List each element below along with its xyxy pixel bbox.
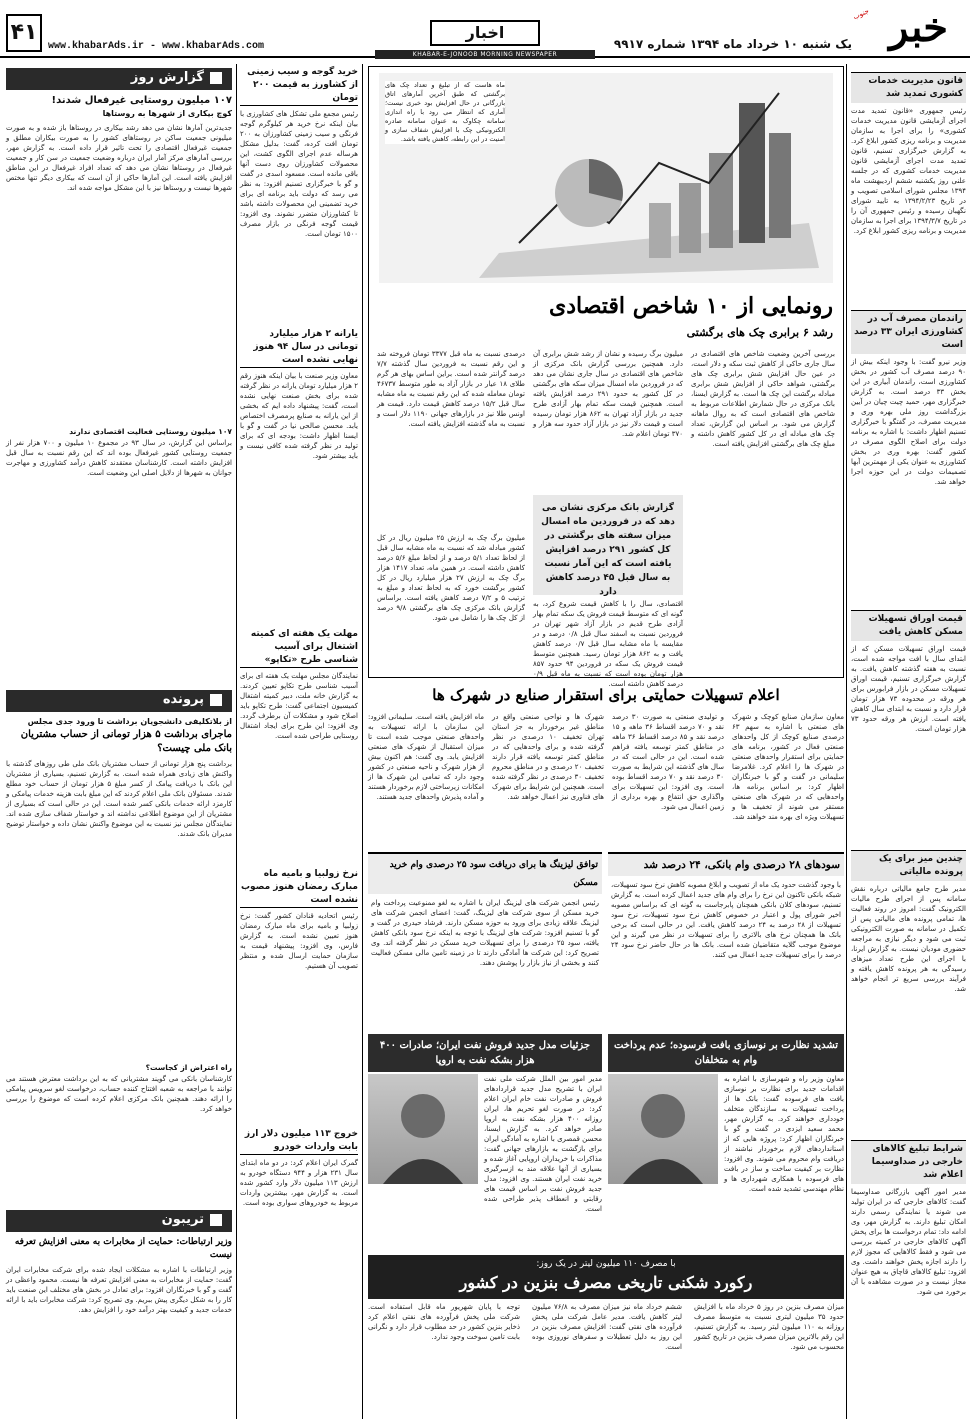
article-body: مدیر امور آگهی بازرگانی صداوسیما گفت: کالاهای خارجی که در ایران تولید می شوند یا نمایندگی رسمی دارند امکان تبلیغ دارند. به گزارش مهر، وی ادامه داد: تمام درخواست ها برای پخش آگهی کالاهای خارجی در کمیته بررسی می شود و فقط کالاهایی که مجوز لازم را دارند اجازه پخش خواهند داشت. وی افزود: تبلیغ کالاهای قاچاق به هیچ عنوان مجاز نیست و در صورت مشاهده با آن برخورد می شود. bbox=[851, 1188, 966, 1296]
column-divider bbox=[236, 64, 237, 1419]
tribune-headline: وزیر ارتباطات: حمایت از مخابرات به معنی افزایش تعرفه نیست bbox=[14, 1237, 232, 1260]
person-icon bbox=[368, 1074, 478, 1184]
section-label-tribune bbox=[6, 1210, 232, 1232]
brief-vegetables bbox=[240, 66, 358, 328]
gasoline-banner bbox=[368, 1255, 844, 1299]
feature-body-col2: میلیون برگ رسیده و نشان از رشد شش برابری آن دارد. همچنین بررسی گزارش بانک مرکزی از شاخص های اقتصادی در سال جاری نشان می دهد که در فروردین ماه امسال میزان سکه های برگشتی در کل کشور به حدود ۲۹۱ درصد افزایش یافته است. همچنین قیمت سکه تمام بهار آزادی طرح جدید در بازار آزاد تهران به ۸۶۲ هزار تومان رسیده است و قیمت دلار نیز در بازار آزاد حدود سه هزار و ۳۷۰ تومان اعلام شد. bbox=[533, 350, 683, 438]
section-title: اخبار bbox=[430, 20, 540, 46]
case-kicker: از بلاتکلیفی دانشجویان برداشت تا ورود جدی مجلس bbox=[27, 717, 232, 726]
article-body-3: شهرک ها و نواحی صنعتی واقع در مناطق غیر برخوردار به جز استان تهران تخفیف ۱۰ درصدی در نظر گرفته شده و برای واحدهایی که در مناطق کمتر توسعه یافته قرار دارند تخفیف ۲۰ درصدی و در مناطق محروم تخفیف ۳۰ درصدی در نظر گرفته شده است. همچنین این شرایط برای شهرک های فناوری نیز اعمال خواهد شد. bbox=[492, 713, 605, 801]
brief-headline: خروج ۱۱۳ میلیون دلار ارز بابت واردات خودرو bbox=[240, 1128, 358, 1155]
banner-kicker: با مصرف ۱۱۰ میلیون لیتر در یک روز: bbox=[536, 1259, 676, 1269]
article-headline: تشدید نظارت بر نوسازی بافت فرسوده؛ عدم پرداخت وام به متخلفان bbox=[608, 1034, 844, 1072]
image-caption: ماه هاست که از تبلیغ و تعداد چک های برگشتی که طبق آخرین آمارهای اتاق بازرگانی در حال افزایش بود خبری نیست؛ آماری که انتظار می رود با راه اندازی سامانه چکاوک به عنوان سامانه صادره الکترونیکی چک با افزایش شفاف سازی و امنیت در این رابطه، کاهش یافته باشد. bbox=[385, 81, 505, 143]
article-headline: توافق لیزینگ ها برای دریافت سود ۲۵ درصدی وام خرید مسکن bbox=[368, 854, 602, 894]
person-icon bbox=[608, 1074, 718, 1184]
article-body: رئیس جمهوری «قانون تمدید مدت اجرای آزمایشی قانون مدیریت خدمات کشوری» را برای اجرا به سازمان مدیریت و برنامه ریزی کشور ابلاغ کرد. به گزارش خبرگزاری تسنیم، قانون تمدید مدت اجرای آزمایشی قانون مدیریت خدمات کشوری که در جلسه علنی روز یکشنبه ششم اردیبهشت ماه ۱۳۹۴ مجلس شورای اسلامی تصویب و در تاریخ ۱۳۹۴/۲/۲۳ به تایید شورای نگهبان رسیده و رئیس جمهوری آن را در تاریخ ۱۳۹۴/۳/۷ برای اجرا به سازمان مدیریت و برنامه ریزی کشور ابلاغ کرد. bbox=[851, 107, 966, 235]
article-oil-sales bbox=[368, 1034, 602, 1252]
report-crosshead: ۱۰۷ میلیون روستایی فعالیت اقتصادی ندارند bbox=[69, 427, 232, 436]
briefs-column bbox=[240, 66, 358, 1421]
brief-headline: خرید گوجه و سیب زمینی از کشاورز به قیمت ۲۰۰ تومان bbox=[240, 66, 358, 106]
dateline: یک شنبه ۱۰ خرداد ماه ۱۳۹۴ شماره ۹۹۱۷ bbox=[613, 37, 852, 51]
report-body: جدیدترین آمارها نشان می دهد رشد بیکاری در روستاها باز شده و به صورت میلیونی جمعیت ساکن در روستاهای کشور را به صورت بیکاران مطلق و جمعیت غیرفعال اقتصادی را تحت تاثیر قرار داده است. به گزارش مهر، بررسی آمارهای مرکز آمار ایران درباره وضعیت جمعیت در سن کار و جمعیت غیرفعال در روستاها نشان می دهد که تعداد افراد غیرفعال در این مناطق افزایش یافته است. این آمارها حاکی از آن است که بیکاری دیگر تنها مختص شهرها نیست و روستاها نیز با این مشکل مواجه شده اند. bbox=[6, 124, 232, 192]
tribune-article bbox=[6, 1236, 232, 1422]
official-photo bbox=[608, 1074, 718, 1184]
report-body-2: براساس این گزارش، در سال ۹۳ در مجموع ۱۰ میلیون و ۷۰۰ هزار نفر از جمعیت روستایی کشور غیرفعال بوده اند که این رقم نسبت به سال قبل افزایش داشته است. کارشناسان معتقدند کاهش درآمد کشاورزی و مهاجرت جوانان به شهرها از دلایل اصلی این وضعیت است. bbox=[6, 439, 232, 477]
gasoline-article bbox=[368, 1302, 844, 1422]
tribune-body: وزیر ارتباطات با اشاره به مشکلات ایجاد شده برای شرکت مخابرات ایران گفت: حمایت از مخابرات به معنی افزایش تعرفه ها نیست. محمود واعظی در گفت و گو با خبرنگاران افزود: برای تعادل در بخش های مختلف این صنعت باید کار را به شکل دیگری پیش ببریم. وی تصریح کرد: شرکت مخابرات باید با ارائه خدمات جدید و کیفیت بهتر درآمد خود را افزایش دهد. bbox=[6, 1266, 232, 1314]
brief-body: معاون وزیر صنعت با بیان اینکه هنوز رقم ۲ هزار میلیارد تومان یارانه در نظر گرفته شده برای بخش صنعت نهایی نشده است، گفت: پیشنهاد داده ایم که بخشی از این یارانه به صنایع پرمصرف اختصاص یابد. محسن صالحی نیا در گفت و گو با ایسنا اظهار داشت: بودجه ای که برای تولید در نظر گرفته شده کافی نیست و باید بیشتر شود. bbox=[240, 372, 358, 460]
feature-headline: رونمایی از ۱۰ شاخص اقتصادی bbox=[548, 293, 833, 319]
brief-headline: یارانه ۲ هزار میلیارد تومانی در سال ۹۴ هنوز نهایی نشده است bbox=[240, 328, 358, 368]
logo-text: خبر bbox=[889, 4, 948, 51]
article-body-1: میزان مصرف بنزین در روز ۵ خرداد ماه با افزایش حدود ۳۵ میلیون لیتری نسبت به متوسط مصرف روزانه به ۱۱۰ میلیون لیتر رسید. به گزارش تسنیم، این رقم بالاترین میزان مصرف بنزین در تاریخ کشور محسوب می شود. bbox=[694, 1303, 844, 1351]
article-body: رئیس انجمن شرکت های لیزینگ ایران با اشاره به لغو ممنوعیت پرداخت وام خرید مسکن از سوی شرکت های لیزینگ، گفت: اعضای انجمن شرکت های لیزینگ علاقه زیادی برای ورود به حوزه مسکن دارند. فرشاد حیدری در گفت و گو با تسنیم افزود: شرکت های لیزینگ با توجه به اینکه نرخ سود بانکی کاهش یافته، سود ۲۵ درصدی را برای تسهیلات خرید مسکن در نظر گرفته اند. وی تصریح کرد: این شرکت ها آمادگی دارند تا در زمینه تامین مالی مسکن فعالیت کنند و بخشی از نیاز بازار را پوشش دهند. bbox=[371, 899, 599, 967]
official-photo bbox=[368, 1074, 478, 1184]
section-bullet-icon bbox=[210, 72, 222, 84]
column-divider bbox=[362, 64, 363, 1419]
article-body-4: ماه افزایش یافته است. سلیمانی افزود: این سازمان با ارائه تسهیلات به واحدهای صنعتی موجب شده است تا میزان استقبال از شهرک های صنعتی افزایش یابد. وی گفت: هم اکنون بیش از هزار شهرک و ناحیه صنعتی در کشور وجود دارد که تمامی این شهرک ها از امکانات زیرساختی لازم برخوردار هستند و آماده پذیرش واحدهای جدید هستند. bbox=[368, 713, 484, 801]
brief-body: نمایندگان مجلس مهلت یک هفته ای برای آسیب شناسی طرح تکاپو تعیین کردند. به گزارش خانه ملت، دبیر کمیته اشتغال کمیسیون اجتماعی گفت: طرح تکاپو باید اصلاح شود و مشکلات آن برطرف گردد. وی افزود: این طرح برای ایجاد اشتغال روستایی طراحی شده است. bbox=[240, 672, 358, 740]
english-band: KHABAR-E-JONOOB MORNING NEWSPAPER bbox=[375, 50, 595, 59]
masthead bbox=[0, 0, 970, 58]
article-title: شرایط تبلیغ کالاهای خارجی در صداوسیما اعلام شد bbox=[851, 1140, 966, 1184]
article-civil-service-law bbox=[851, 72, 966, 310]
daily-report-article bbox=[6, 94, 232, 684]
feature-body-col3: درصدی نسبت به ماه قبل ۳۳۷۷ تومان فروخته شد و این رقم نسبت به فروردین سال گذشته ۷/۷ درصد گرانتر شده است. براین اساس بهای هر گرم طلای ۱۸ عیار در بازار آزاد به طور متوسط ۴۶۷۳۷ تومان معامله شده که این رقم نسبت به ماه مشابه سال قبل ۱۵/۲ درصد کاهش قیمت دارد. قیمت هر اونس طلا نیز در بازارهای جهانی ۱۱۹۰ دلار است و نسبت به ماه گذشته افزایش یافته است. bbox=[377, 350, 526, 428]
brief-body: رئیس اتحادیه قنادان کشور گفت: نرخ زولبیا و بامیه برای ماه مبارک رمضان هنوز تعیین نشده است. به گزارش فارس، وی افزود: پیشنهاد قیمت به سازمان حمایت ارسال شده و منتظر تصویب آن هستیم. bbox=[240, 912, 358, 970]
article-title: قیمت اوراق تسهیلات مسکن کاهش یافت bbox=[851, 610, 966, 641]
right-column bbox=[851, 72, 966, 1422]
section-label-text: پرونده bbox=[162, 692, 204, 707]
feature-body-col3b: میلیون برگ چک به ارزش ۲۵ میلیون ریال در کل کشور مبادله شد که نسبت به ماه مشابه سال قبل از لحاظ تعداد ۵/۱ درصد و از لحاظ مبلغ ۵/۶ درصد کاهش داشته است. در همین ماه، تعداد ۱۴۱۷ هزار برگ چک به ارزش ۲۷ هزار میلیارد ریال در کل کشور برگشت خورد که به لحاظ تعداد و مبلغ به ترتیب ۵ و ۷/۲ درصد کاهش یافته است. براساس گزارش بانک مرکزی چک های برگشتی ۹/۸ درصد از کل چک ها را شامل می شود. bbox=[377, 534, 526, 622]
article-body: مدیر امور بین الملل شرکت ملی نفت ایران با تشریح مدل جدید قراردادهای فروش و صادرات نفت خام ایران اعلام کرد: در صورت لغو تحریم ها، ایران روزانه ۴۰۰ هزار بشکه نفت به اروپا صادر خواهد کرد. به گزارش ایسنا، محسن قمصری با اشاره به آمادگی ایران برای بازگشت به بازارهای جهانی گفت: مذاکرات با خریداران اروپایی آغاز شده و بسیاری از آنها علاقه مند به ازسرگیری خرید نفت ایران هستند. وی افزود: مدل جدید فروش نفت بر اساس قیمت های رقابتی و انعطاف پذیر طراحی شده است. bbox=[484, 1075, 602, 1213]
article-body: با وجود گذشت حدود یک ماه از تصویب و ابلاغ مصوبه کاهش نرخ سود تسهیلات، شبکه بانکی تاکنون این نرخ را برای وام های جدید اعمال کرده است. به گزارش تسنیم، سودهای کلان بانکی همچنان پابرجاست به گونه ای که براساس مصوبه اخیر شورای پول و اعتبار در خصوص کاهش نرخ سود تسهیلات، نرخ سود تسهیلات از ۲۸ درصد به ۲۴ درصد کاهش یافت. این در حالی است که برخی بانک ها همچنان نرخ های بالاتری را برای تسهیلات در نظر می گیرند و این موضوع موجب گلایه متقاضیان شده است. بانک ها در حال حاضر نرخ سود ۲۴ درصد را برای تسهیلات جدید اعمال می کنند. bbox=[611, 881, 842, 959]
article-headline: جزئیات مدل جدید فروش نفت ایران؛ صادرات ۴۰۰ هزار بشکه نفت به اروپا bbox=[368, 1034, 602, 1072]
section-label-text: تریبون bbox=[161, 1212, 204, 1227]
banner-headline: رکورد شکنی تاریخی مصرف بنزین در کشور bbox=[459, 1273, 753, 1292]
case-body-2: کارشناسان بانکی می گویند مشتریانی که به این برداشت معترض هستند می توانند با مراجعه به شعبه افتتاح کننده حساب، درخواست لغو سرویس پیامکی را ارائه دهند. همچنین بانک مرکزی اعلام کرده است که موضوع را بررسی خواهد کرد. bbox=[6, 1075, 232, 1113]
article-industrial-parks bbox=[368, 684, 844, 849]
article-body: قیمت اوراق تسهیلات مسکن که از ابتدای سال با افت مواجه شده است، نسبت به هفته گذشته کاهش یافت. به گزارش خبرگزاری تسنیم، قیمت اوراق تسهیلات مسکن در بازار فرابورس برای هر ورقه در محدوده ۷۳ هزار تومان قرار دارد و نسبت به ابتدای سال کاهش یافته است. ارزش هر ورقه حدود ۷۳ هزار تومان است. bbox=[851, 645, 966, 733]
article-foreign-ads bbox=[851, 1140, 966, 1418]
article-body-2: و تولیدی صنعتی به صورت ۳۰ درصد نقد و ۷۰ درصد اقساط ۳۶ ماهه و ۱۵ درصد نقد و ۸۵ درصد اقساط ۳۶ ماهه در مناطق کمتر توسعه یافته فراهم شده است. این در حالی است که در سال های گذشته این شرایط به صورت ۳۰ درصد نقد و ۷۰ درصد اقساط بوده است. وی افزود: این تسهیلات برای واگذاری حق انتفاع و بهره برداری از زمین اعمال می شود. bbox=[612, 713, 724, 811]
article-body: وزیر نیرو گفت: با وجود اینکه بیش از ۹۰ درصد مصرف آب کشور در بخش کشاورزی است، راندمان آبیاری در این بخش ۳۳ درصد است. به گزارش خبرگزاری مهر، حمید چیت چیان در آیین بزرگداشت روز ملی بهره وری و مدیریت مصرف، در گفتگو با خبرگزاری تسنیم اظهار داشت: با اشاره به برنامه دولت برای اصلاح الگوی مصرف در کشور گفت: بهره وری در بخش کشاورزی به عنوان یکی از مهمترین آبها تصمیمات دولت در این حوزه اجرا خواهد شد. bbox=[851, 358, 966, 486]
case-crosshead: راه اعتراض از کجاست؟ bbox=[145, 1063, 232, 1072]
brief-body: گمرک ایران اعلام کرد: در دو ماه ابتدای سال ۲۳۱ هزار و ۹۴۴ دستگاه خودرو به ارزش ۱۱۳ میلیون دلار وارد کشور شده است. به گزارش مهر، بیشترین واردات مربوط به خودروهای سواری بوده است. bbox=[240, 1159, 358, 1207]
case-body: برداشت پنج هزار تومانی از حساب مشتریان بانک ملی طی روزهای گذشته با واکنش های زیادی همراه شده است. به گزارش تسنیم، بسیاری از مشتریان این بانک با دریافت پیامک از کسر مبلغ ۵ هزار تومان از حساب خود مطلع شدند. مسئولان بانک ملی اعلام کردند که این مبلغ بابت هزینه خدمات پیامکی و کارمزد ارائه خدمات بانکی کسر شده است. این در حالی است که بسیاری از مشتریان از این موضوع اطلاعی نداشته اند و خواستار شفاف سازی شده اند. نمایندگان مجلس نیز نسبت به این موضوع واکنش نشان داده و خواستار توضیح مدیران بانک شدند. bbox=[6, 760, 232, 838]
report-subhead: کوچ بیکاری از شهرها به روستاها bbox=[102, 109, 232, 118]
article-body-3: توجه با پایان شهریور ماه قابل استفاده است. شرکت ملی پخش فرآورده های نفتی اعلام کرد ذخایر بنزین کشور در حد مطلوب قرار دارد و نگرانی بابت تامین سوخت وجود ندارد. bbox=[368, 1303, 520, 1341]
brief-car-imports bbox=[240, 1128, 358, 1418]
chart-illustration bbox=[379, 73, 833, 283]
article-water-usage bbox=[851, 310, 966, 610]
article-leasing-mortgage bbox=[368, 852, 602, 1028]
article-headline: اعلام تسهیلات حمایتی برای استقرار صنایع در شهرک ها bbox=[432, 686, 780, 704]
section-label-text: گزارش روز bbox=[130, 70, 204, 85]
column-divider bbox=[846, 64, 847, 1419]
section-bullet-icon bbox=[210, 694, 222, 706]
article-title: راندمان مصرف آب در کشاورزی ایران ۳۳ درصد است bbox=[851, 310, 966, 354]
section-label-case-file bbox=[6, 690, 232, 712]
newspaper-logo bbox=[852, 4, 962, 52]
brief-employment bbox=[240, 628, 358, 868]
brief-headline: مهلت یک هفته ای کمیته اشتغال برای آسیب شناسی طرح «تکاپو» bbox=[240, 628, 358, 668]
article-tax-desks bbox=[851, 850, 966, 1140]
case-headline: ماجرای برداشت ۵ هزار تومانی از حساب مشتریان بانک ملی چیست؟ bbox=[20, 729, 232, 754]
brief-headline: نرخ زولبیا و بامیه ماه مبارک رمضان هنوز مصوب نشده است bbox=[240, 868, 358, 908]
site-url[interactable]: www.khabarAds.ir - www.khabarAds.com bbox=[48, 41, 265, 52]
article-body-2: ششم خرداد ماه نیز میزان مصرف به ۷۶/۸ میلیون لیتر کاهش یافت. مدیر عامل شرکت ملی پخش فرآورده های نفتی گفت: افزایش مصرف بنزین در این روز به دلیل تعطیلات و سفرهای نوروزی بوده است. bbox=[532, 1303, 682, 1351]
feature-subhead: رشد ۶ برابری چک های برگشتی bbox=[686, 326, 833, 339]
brief-ramadan-sweets bbox=[240, 868, 358, 1128]
article-body: معاون وزیر راه و شهرسازی با اشاره به اقدامات جدید برای نظارت بر نوسازی بافت های فرسوده گفت: بانک ها از پرداخت تسهیلات به سازندگان متخلف خودداری خواهند کرد. به گزارش مهر، محمد سعید ایزدی در گفت و گو با خبرنگاران اظهار کرد: پروژه هایی که از استانداردهای لازم برخوردار نباشند از دریافت وام محروم می شوند. وی افزود: نظارت بر کیفیت ساخت و ساز در بافت های فرسوده با همکاری شهرداری ها و نظام مهندسی تشدید شده است. bbox=[724, 1075, 844, 1193]
logo-sub: جنوب bbox=[852, 6, 871, 22]
report-headline: ۱۰۷ میلیون روستایی غیرفعال شدند! bbox=[51, 95, 232, 106]
article-headline: سودهای ۲۸ درصدی وام بانکی، ۲۴ درصد شد bbox=[608, 854, 844, 876]
feature-body-col2b: اقتصادی، سال را با کاهش قیمت شروع کرد، به گونه ای که متوسط قیمت فروش یک سکه تمام بهار آزادی طرح قدیم در بازار آزاد شهر تهران در فروردین نسبت به اسفند سال قبل ۰/۸ درصد و در مقایسه با ماه مشابه سال قبل ۰/۷ درصد کاهش یافت و به ۸۶۲ هزار تومان رسید. همچنین متوسط قیمت فروش یک سکه در فروردین ۹۴ حدود ۸۵۷ هزار تومان بوده است که نسبت به ماه قبل ۰/۹ درصد کاهش داشته است. bbox=[533, 600, 683, 688]
feature-economic-indicators bbox=[368, 66, 844, 688]
article-title: چندین میز برای یک پرونده مالیاتی bbox=[851, 850, 966, 881]
article-body: مدیر طرح جامع مالیاتی درباره نقش سامانه پس از اجرای طرح مالیات الکترونیک گفت: امروز در روند فعالیت ها، تمامی پرونده های مالیاتی پس از تکمیل در سامانه به صورت الکترونیکی ثبت می شود و دیگر نیازی به مراجعه حضوری مودیان نیست. به گزارش ایرنا، با اجرای این طرح تعداد میزهای رسیدگی به هر پرونده کاهش یافته و فرآیند بررسی سریع تر انجام خواهد شد. bbox=[851, 885, 966, 993]
article-loan-interest bbox=[608, 852, 844, 1028]
section-label-daily-report bbox=[6, 68, 232, 90]
article-urban-renewal bbox=[608, 1034, 844, 1252]
brief-body: رئیس مجمع ملی تشکل های کشاورزی با بیان اینکه نرخ خرید هر کیلوگرم گوجه فرنگی و سیب زمینی کشاورزان به ۲۰۰ تومان افت کرده، گفت: بدلیل مشکل هرساله عدم اجرای الگوی کشت، این محصولات کشاورزان روی دست آنها باقی مانده است. مسعود اسدی در گفت و گو با خبرگزاری تسنیم افزود: به نظر می رسد که دولت باید برنامه ای برای خرید تضمینی این محصولات داشته باشد تا کشاورزان متضرر نشوند. وی افزود: قیمت گوجه فرنگی در بازار مصرف ۱۵۰۰ تومان است. bbox=[240, 110, 358, 238]
section-bullet-icon bbox=[210, 1214, 222, 1226]
feature-body-col1: بررسی آخرین وضعیت شاخص های اقتصادی در سال جاری حاکی از کاهش ثبت سکه و دلار است، در عین حال افزایش شش برابری چک های برگشتی، شواهد حاکی از افزایش شش برابری مبادله برگشت این چک ها است. به گزارش ایسنا، بانک مرکزی در حال شمارش اطلاعات مربوط به شاخص های اقتصادی است که به روال ماهانه گزارش می شود. بر اساس این گزارش، تعداد چک های مبادله ای در کل کشور کاهش داشته و مبلغ چک های برگشتی افزایش یافته است. bbox=[691, 350, 835, 448]
case-file-article bbox=[6, 716, 232, 1206]
article-body-1: معاون سازمان صنایع کوچک و شهرک های صنعتی با اشاره به سهم ۶۳ درصدی صنایع کوچک از کل واحدهای صنعتی فعال در کشور، برنامه های حمایتی برای استقرار واحدهای صنعتی در شهرک ها را اعلام کرد. غلامرضا سلیمانی در گفت و گو با خبرنگاران اظهار کرد: بر اساس برنامه ها، واحدهایی که در شهرک های صنعتی مستقر می شوند از تخفیف ها و تسهیلات ویژه ای بهره مند خواهند شد. bbox=[732, 713, 844, 821]
page-number: ۴۱ bbox=[6, 14, 42, 52]
brief-subsidy bbox=[240, 328, 358, 628]
pull-quote: گزارش بانک مرکزی نشان می دهد که در فروردین ماه امسال میزان سفته های برگشتی در کل کشور ۲۹۱ درصد افزایش یافته است که این آمار نسبت به سال قبل ۴۵ درصد کاهش دارد bbox=[533, 495, 683, 595]
article-housing-bonds bbox=[851, 610, 966, 850]
article-title: قانون مدیریت خدمات کشوری تمدید شد bbox=[851, 72, 966, 103]
